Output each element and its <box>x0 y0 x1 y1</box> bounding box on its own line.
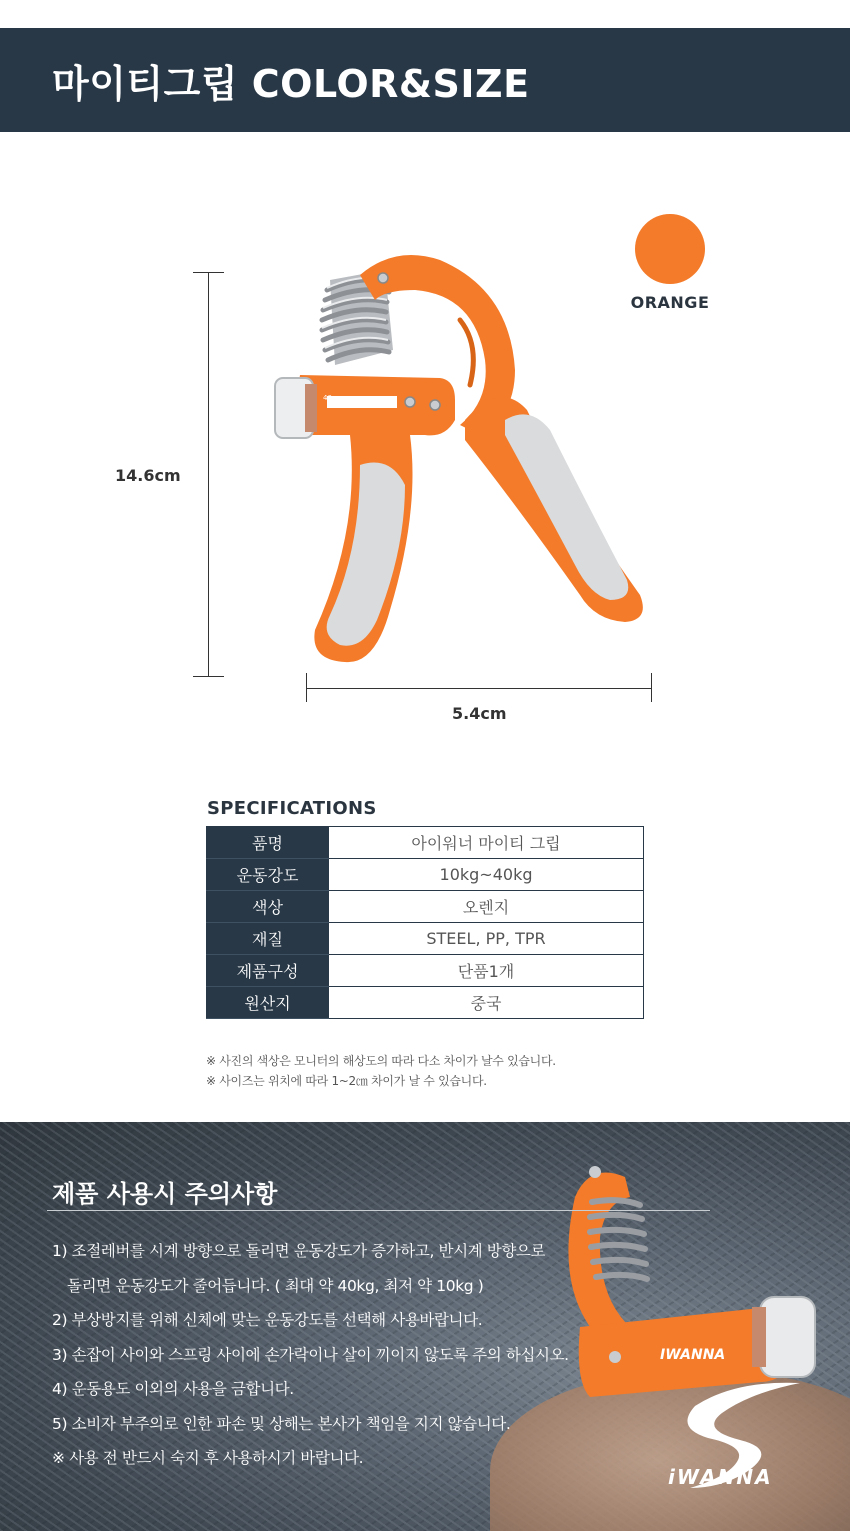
caution-list <box>52 1234 612 1476</box>
spec-value: 중국 <box>329 987 644 1019</box>
spec-key: 재질 <box>207 923 329 955</box>
dial-min-text: 10 <box>387 399 396 407</box>
spec-key: 제품구성 <box>207 955 329 987</box>
caution-section <box>0 1122 850 1531</box>
spec-value: 오렌지 <box>329 891 644 923</box>
width-dimension-cap-left <box>306 673 307 702</box>
caution-divider <box>47 1210 710 1211</box>
note-color: ※ 사진의 색상은 모니터의 해상도의 따라 다소 차이가 날수 있습니다. <box>206 1054 556 1068</box>
height-label: 14.6cm <box>115 466 181 485</box>
color-swatch-orange <box>635 214 705 284</box>
height-dimension-cap-bottom <box>193 676 224 677</box>
spec-row <box>207 891 644 923</box>
spec-row <box>207 859 644 891</box>
color-swatch-label: ORANGE <box>630 293 710 312</box>
specifications-table <box>206 826 644 1019</box>
spec-key: 원산지 <box>207 987 329 1019</box>
spec-row <box>207 955 644 987</box>
width-dimension-cap-right <box>651 673 652 702</box>
header-bar <box>0 28 850 132</box>
caution-item-1-cont: 돌리면 운동강도가 줄어듭니다. ( 최대 약 40kg, 최저 약 10kg ) <box>67 1276 484 1295</box>
caution-title: 제품 사용시 주의사항 <box>52 1180 278 1208</box>
gripper-logo-text: IWANNA <box>660 1347 726 1363</box>
spec-key: 품명 <box>207 827 329 859</box>
caution-item-3: 3) 손잡이 사이와 스프링 사이에 손가락이나 살이 끼이지 않도록 주의 하십시오. <box>52 1345 569 1364</box>
spec-key: 운동강도 <box>207 859 329 891</box>
dial-max-text: 40 <box>323 394 332 402</box>
hand-gripper-image <box>265 250 655 670</box>
specifications-title: SPECIFICATIONS <box>207 798 377 819</box>
caution-item-4: 4) 운동용도 이외의 사용을 금합니다. <box>52 1380 294 1398</box>
page-title: 마이티그립 COLOR&SIZE <box>52 61 530 106</box>
height-dimension-cap-top <box>193 272 224 273</box>
caution-item-5: 5) 소비자 부주의로 인한 파손 및 상해는 본사가 책임을 지지 않습니다. <box>52 1414 511 1433</box>
spec-row <box>207 923 644 955</box>
note-size: ※ 사이즈는 위치에 따라 1~2㎝ 차이가 날 수 있습니다. <box>206 1074 487 1088</box>
spec-value: 아이워너 마이티 그립 <box>329 827 644 859</box>
height-dimension-line <box>208 272 209 677</box>
width-label: 5.4cm <box>452 704 507 723</box>
brand-name: iWANNA <box>668 1465 773 1489</box>
caution-item-1: 1) 조절레버를 시계 방향으로 돌리면 운동강도가 증가하고, 반시계 방향으로 <box>52 1242 546 1260</box>
caution-item-notice: ※ 사용 전 반드시 숙지 후 사용하시기 바랍니다. <box>52 1449 364 1467</box>
spec-value: 10kg~40kg <box>329 859 644 891</box>
spec-row <box>207 987 644 1019</box>
width-dimension-line <box>306 688 652 689</box>
caution-item-2: 2) 부상방지를 위해 신체에 맞는 운동강도를 선택해 사용바랍니다. <box>52 1311 483 1329</box>
spec-row <box>207 827 644 859</box>
spec-value: STEEL, PP, TPR <box>329 923 644 955</box>
spec-key: 색상 <box>207 891 329 923</box>
spec-value: 단품1개 <box>329 955 644 987</box>
